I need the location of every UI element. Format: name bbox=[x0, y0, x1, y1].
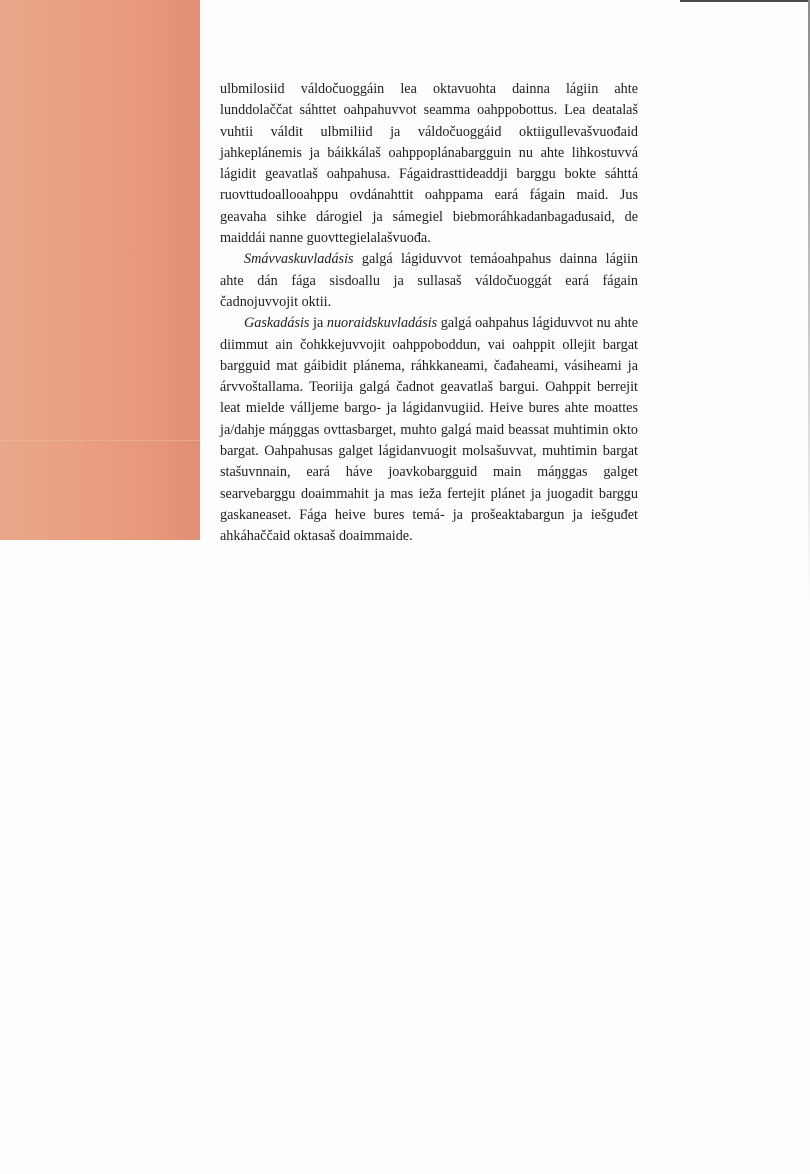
body-text-column bbox=[220, 79, 638, 548]
paragraph-1-text: ulbmilosiid váldočuoggáin lea oktavuohta dainna lágiin ahte lunddolaččat sáhttet oahpahuvvot seamma oahppobottus. Lea deatalaš vuhtii váldit ulbmiliid ja váldočuoggáid oktiigullevašvuođaid jahkeplánemis ja báikkálaš oahppoplánabargguin nu ahte lihkostuvvá lágidit geavatlaš oahpahusa. Fágaidrasttideaddji barggu bokte sáhttá ruovttudoallooahppu ovdánahttit oahppama eará fágain maid. Jus geavaha sihke dárogiel ja sámegiel biebmoráhkadanbagadusaid, de maiddái nanne guovttegielalašvuođa. bbox=[220, 81, 638, 247]
decorative-color-block bbox=[0, 0, 200, 540]
term-gaskadasis: Gaskadásis bbox=[244, 315, 310, 332]
paragraph-3-text: galgá oahpahus lágiduvvot nu ahte diimmut ain čohkkejuvvojit oahppoboddun, vai oahppit ollejit bargat bargguid mat gáibidit plánema, ráhkkaneami, čađaheami, vásiheami ja árvvoštallama. Teoriija galgá čadnot geavatlaš bargui. Oahppit berrejit leat mielde vállјeme bargo- ja lágidanvugiid. Heive bures ahte moattes ja/dahje máŋggas ovttasbarget, muhto galgá maid beassat muhtimin okto bargat. Oahpahusas galget lágidanvuogit molsašuvvat, muhtimin bargat stašuvnnain, eará háve joavkobargguid main máŋggas galget searvebarggu doaimmahit ja mas ieža fertejit plánet ja juogadit barggu gaskaneaset. Fága heive bures temá- ja prošeaktabargun ja iešguđet ahkáhaččaid oktasaš doaimmaide. bbox=[220, 315, 638, 545]
paragraph-1 bbox=[220, 79, 638, 249]
term-smavvaskuvladasis: Smávvaskuvladásis bbox=[244, 251, 354, 268]
paragraph-3-connector: ja bbox=[309, 315, 327, 332]
paragraph-2 bbox=[220, 249, 638, 313]
term-nuoraidskuvladasis: nuoraidskuvladásis bbox=[326, 315, 438, 332]
top-edge-rule bbox=[680, 0, 810, 2]
paragraph-3 bbox=[220, 313, 638, 547]
paragraph-2-text: galgá lágiduvvot temáoahpahus dainna lágiin ahte dán fága sisdoallu ja sullasaš váldočuoggát eará fágain čadnojuvvojit oktii. bbox=[220, 251, 638, 310]
